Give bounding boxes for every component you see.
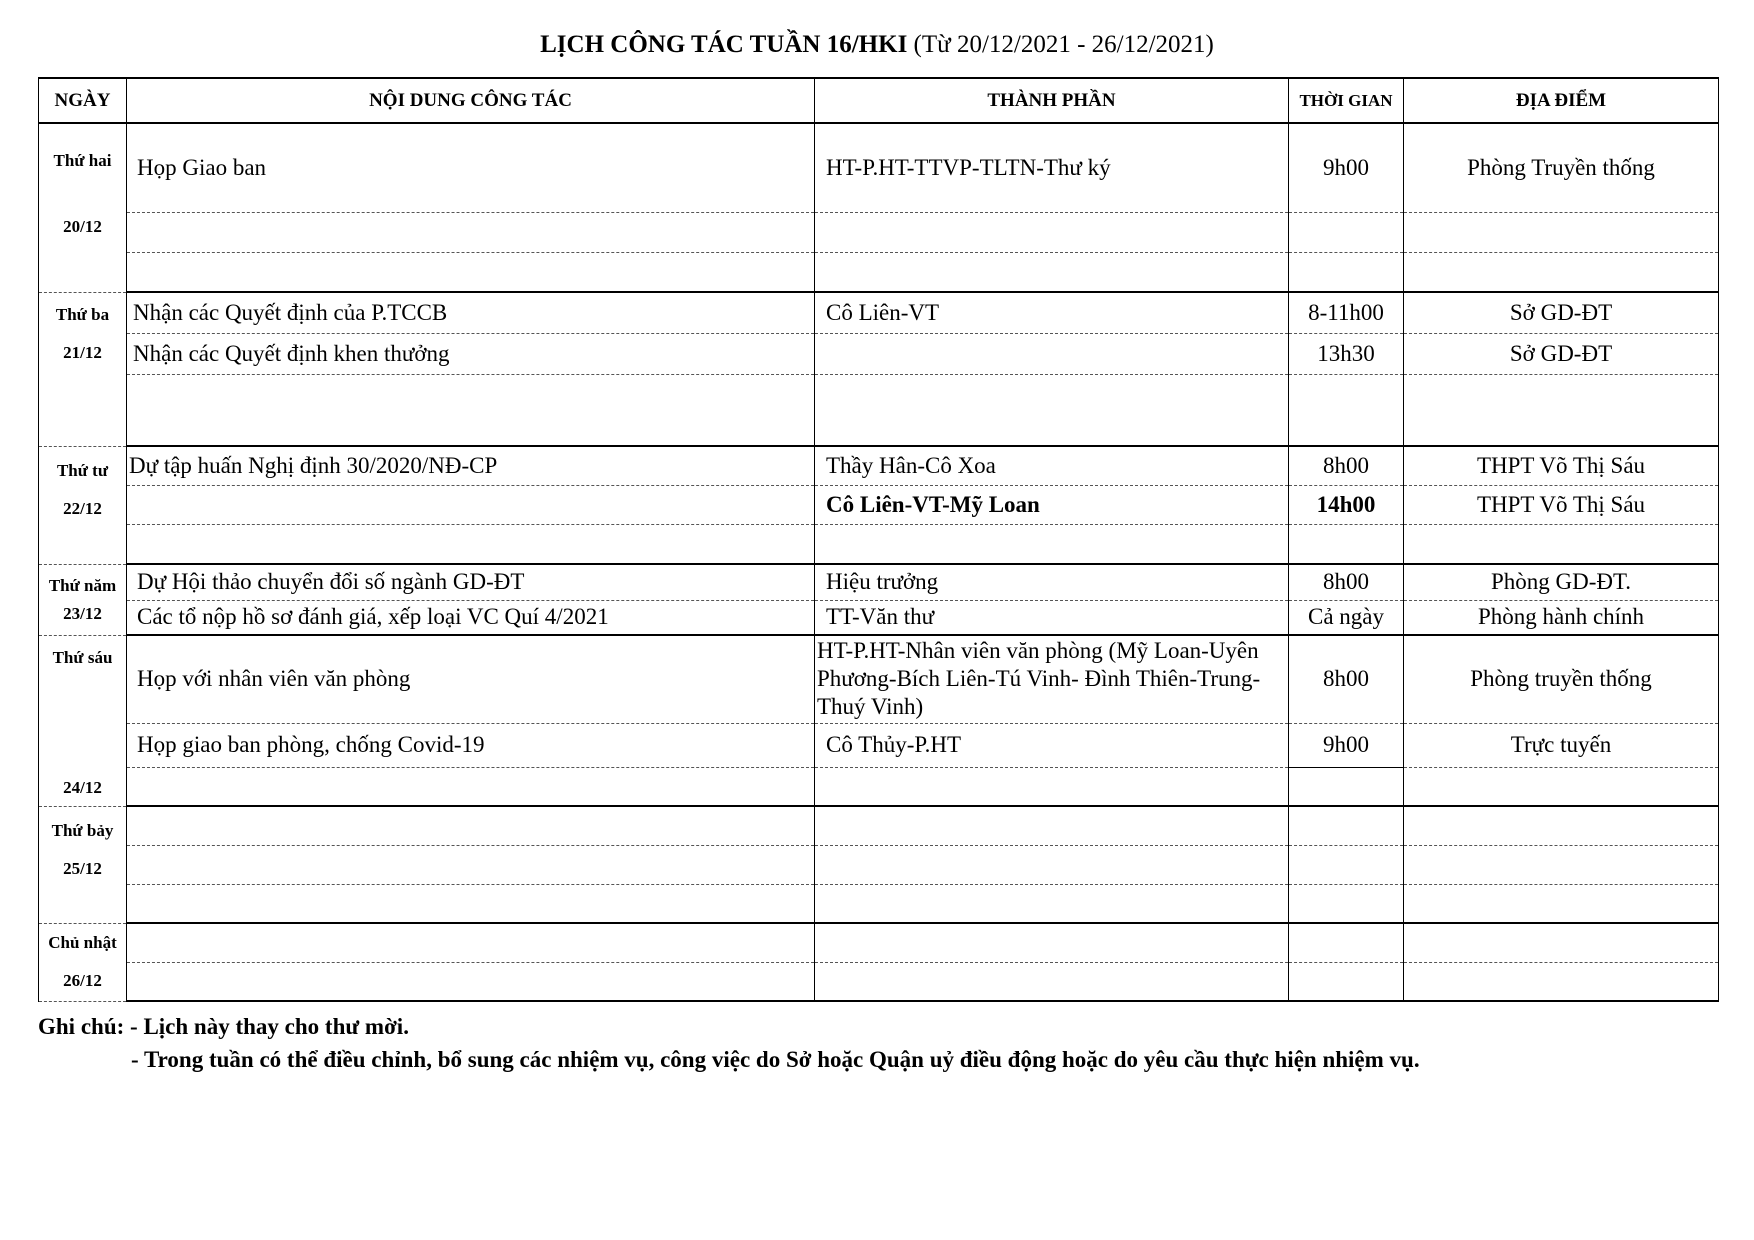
title-main: LỊCH CÔNG TÁC TUẦN 16/HKI [540,31,908,58]
day-name: Thứ bảy [51,820,114,840]
day-name: Thứ sáu [52,647,113,667]
table-row [39,767,1719,806]
time-cell: Cả ngày [1289,600,1404,635]
place-cell: Phòng hành chính [1404,600,1719,635]
table-row [39,600,1719,635]
note-text-2: - Trong tuần có thể điều chỉnh, bổ sung các nhiệm vụ, công việc do Sở hoặc Quận uỷ điều động hoặc do yêu cầu thực hiện nhiệm vụ. [131,1047,1420,1072]
table-row [39,123,1719,212]
content-cell [127,485,815,524]
place-cell: Phòng truyền thống [1404,635,1719,723]
content-cell: Họp Giao ban [127,123,815,212]
table-row [39,374,1719,446]
header-place: ĐỊA ĐIỂM [1404,78,1719,123]
members-cell [815,333,1289,374]
place-cell: THPT Võ Thị Sáu [1404,485,1719,524]
members-cell: Cô Liên-VT [815,292,1289,333]
table-row [39,524,1719,564]
notes-section [38,1010,1718,1076]
members-cell: Hiệu trưởng [815,564,1289,600]
time-cell: 13h30 [1289,333,1404,374]
table-row [39,446,1719,485]
table-row [39,252,1719,292]
time-cell: 9h00 [1289,723,1404,767]
members-cell: Cô Thủy-P.HT [815,723,1289,767]
header-content: NỘI DUNG CÔNG TÁC [127,78,815,123]
day-cell-tuesday [39,292,127,446]
table-row [39,723,1719,767]
time-cell: 8h00 [1289,446,1404,485]
place-cell: Sở GD-ĐT [1404,333,1719,374]
day-cell-sunday [39,923,127,1001]
members-cell: HT-P.HT-TTVP-TLTN-Thư ký [815,123,1289,212]
content-cell: Họp với nhân viên văn phòng [127,635,815,723]
day-cell-friday [39,635,127,806]
table-row [39,564,1719,600]
day-date: 25/12 [63,858,102,878]
table-row [39,212,1719,252]
day-cell-monday [39,123,127,292]
day-name: Chủ nhật [48,933,117,952]
title-date-range: (Từ 20/12/2021 - 26/12/2021) [913,31,1214,58]
members-cell: TT-Văn thư [815,600,1289,635]
day-date: 24/12 [63,777,102,797]
day-name: Thứ hai [53,150,112,170]
table-header-row [39,78,1719,123]
members-cell: Thầy Hân-Cô Xoa [815,446,1289,485]
content-cell: Họp giao ban phòng, chống Covid-19 [127,723,815,767]
table-row [39,333,1719,374]
place-cell: Phòng GD-ĐT. [1404,564,1719,600]
content-cell: Dự Hội thảo chuyển đổi số ngành GD-ĐT [127,564,815,600]
schedule-table [38,77,1719,1002]
time-cell: 14h00 [1289,485,1404,524]
content-cell: Nhận các Quyết định của P.TCCB [127,292,815,333]
time-cell: 8-11h00 [1289,292,1404,333]
table-row [39,485,1719,524]
day-date: 20/12 [63,216,102,236]
table-row [39,635,1719,723]
day-name: Thứ năm [48,575,117,595]
day-date: 23/12 [63,603,102,623]
table-row [39,845,1719,884]
table-row [39,962,1719,1001]
notes-label: Ghi chú: [38,1014,125,1039]
day-name: Thứ tư [56,461,109,480]
time-cell: 9h00 [1289,123,1404,212]
content-cell: Nhận các Quyết định khen thưởng [127,333,815,374]
time-cell: 8h00 [1289,564,1404,600]
day-date: 26/12 [63,971,102,990]
day-name: Thứ ba [55,305,110,324]
page-title [0,30,1754,60]
table-row [39,884,1719,923]
content-cell: Dự tập huấn Nghị định 30/2020/NĐ-CP [127,446,815,485]
day-cell-wednesday [39,446,127,564]
place-cell: Phòng Truyền thống [1404,123,1719,212]
note-line-2 [38,1043,1718,1076]
place-cell: THPT Võ Thị Sáu [1404,446,1719,485]
header-time: THỜI GIAN [1289,78,1404,123]
table-row [39,806,1719,845]
table-row [39,292,1719,333]
day-date: 22/12 [63,499,102,518]
place-cell: Sở GD-ĐT [1404,292,1719,333]
table-row [39,923,1719,962]
day-cell-thursday [39,564,127,635]
header-members: THÀNH PHẦN [815,78,1289,123]
time-cell: 8h00 [1289,635,1404,723]
day-cell-saturday [39,806,127,923]
day-date: 21/12 [63,343,102,362]
place-cell: Trực tuyến [1404,723,1719,767]
note-text-1: - Lịch này thay cho thư mời. [130,1014,409,1039]
note-line-1 [38,1010,1718,1043]
members-cell: HT-P.HT-Nhân viên văn phòng (Mỹ Loan-Uyên Phương-Bích Liên-Tú Vinh- Đình Thiên-Trung-Thuý Vinh) [815,635,1289,723]
header-day: NGÀY [39,78,127,123]
members-cell: Cô Liên-VT-Mỹ Loan [815,485,1289,524]
content-cell: Các tổ nộp hồ sơ đánh giá, xếp loại VC Quí 4/2021 [127,600,815,635]
